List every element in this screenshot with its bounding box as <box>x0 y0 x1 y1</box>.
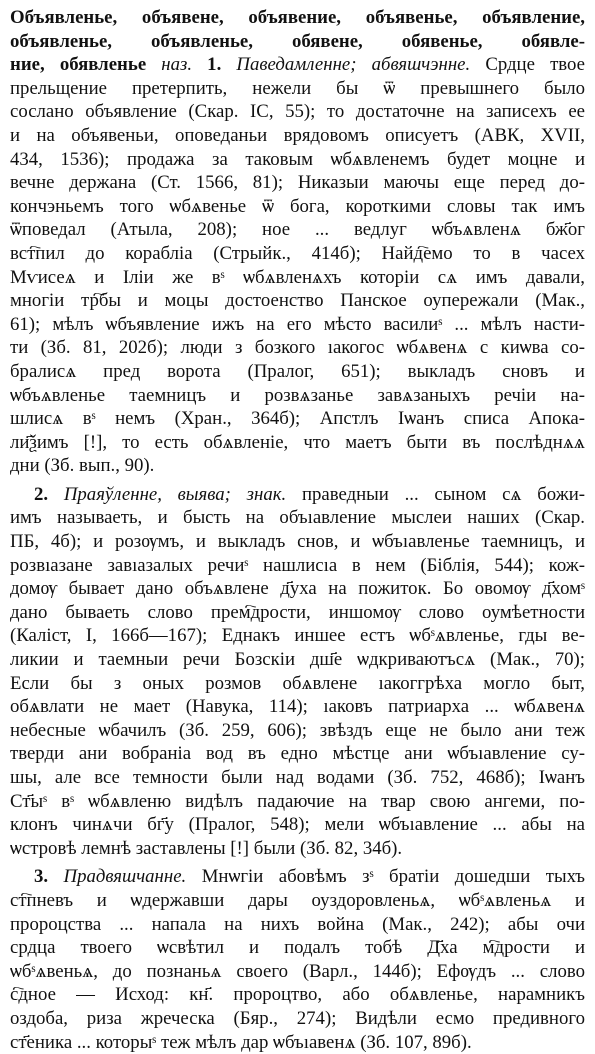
citation-text: ѡбˢѧвеньѧ, до познаньѧ своего (Варл., 144б); Ефѹдъ ... слово <box>10 960 585 982</box>
headword-text: 2. <box>34 483 64 505</box>
text-line <box>10 577 585 601</box>
text-line <box>10 672 585 696</box>
headword-text: объявленье, объявленье, обявене, обявенье, обявле- <box>10 30 585 52</box>
citation-text: с҇дное — Исход: кн҃. пророцтво, або обѧвленье, нарамникъ <box>10 984 585 1006</box>
citation-text: Мѵисеѧ и Іліи же вˢ ѡбѧвленѧхъ которіи сѧ имъ давали, <box>10 266 585 288</box>
citation-text: (Каліст, І, 166б—167); Еднакъ иншее естъ ѡбˢѧвленье, гды ве- <box>10 625 585 647</box>
definition-text: Прадвяшчанне. <box>63 866 187 888</box>
citation-text: прельщение претерпить, нежели бы ѿ превышнего было <box>10 77 585 99</box>
text-line <box>10 289 585 313</box>
citation-text: розвıазане завıазалых речиˢ нашлисıа в нем (Біблія, 544); кож- <box>10 554 585 576</box>
text-line <box>10 624 585 648</box>
text-line <box>10 506 585 530</box>
text-line <box>10 6 585 30</box>
text-line <box>10 813 585 837</box>
text-line <box>10 483 585 507</box>
citation-text: срдца твоего ѡсвѣтил и подалъ тобѣ Д҃ха м҇дрости и <box>10 937 585 959</box>
entry-sense-2 <box>10 483 585 861</box>
citation-text: вст҇пил до корабліа (Стрыйк., 414б); Найд҇емо то в часех <box>10 242 585 264</box>
text-line <box>10 601 585 625</box>
headword-text: Объявленье, объявене, объявение, объявенье, объявление, <box>10 7 585 28</box>
citation-text: 434, 1536); продажа за таковым ѡбѧвленемъ будет моцне и <box>10 148 585 170</box>
citation-text: ѡбъѧвленье таемницъ и розвѧзанье завѧзаныхъ речіи на- <box>10 384 585 406</box>
text-line <box>10 242 585 266</box>
citation-text: пророцства ... напала на нихъ война (Мак., 242); абы очи <box>10 913 585 935</box>
citation-text: шлисѧ вˢ немъ (Хран., 364б); Апстлъ Іѡанъ списа Апока- <box>10 408 585 430</box>
headword-text: 1. <box>207 54 237 76</box>
citation-text: Мнѡгіи абовѣмъ зˢ братіи дошедши тыхъ <box>186 866 585 888</box>
citation-text: 61); мѣлъ ѡбъявление ижъ на его мѣсто василиˢ ... мѣлъ насти- <box>10 313 585 335</box>
text-line <box>10 648 585 672</box>
definition-text: Праяўленне, выява; знак. <box>63 483 287 505</box>
citation-text: бралисѧ пред ворота (Пралог, 651); выкладъ сновъ и <box>10 360 585 382</box>
headword-text: 3. <box>34 866 64 888</box>
citation-text: обѧвлати не мает (Навука, 114); ıаковъ патриарха ... ѡбѧвенѧ <box>10 696 585 718</box>
citation-text: Ст҃ыˢ вˢ ѡбѧвленю видѣлъ падаючие на твар свою ангеми, по- <box>10 790 585 812</box>
definition-text: наз. <box>161 54 208 76</box>
text-line <box>10 983 585 1007</box>
citation-text: имъ называеть, и бысть на объıавление мыслеи наших (Скар. <box>10 507 585 529</box>
text-line <box>10 742 585 766</box>
citation-text: клонъ чинѧчи бг҃у (Пралог, 548); мели ѡбъıавление ... абы на <box>10 814 585 836</box>
citation-text: ст҃еника ... которыˢ теж мѣлъ дар ѡбъıавенѧ (Зб. 107, 89б). <box>10 1031 472 1053</box>
text-line <box>10 1007 585 1031</box>
text-line <box>10 766 585 790</box>
citation-text: Срдце твое <box>470 54 585 76</box>
text-line <box>10 431 585 455</box>
citation-text: небесные ѡбачилъ (Зб. 259, 606); звѣздъ еще не было ани теж <box>10 719 585 741</box>
citation-text: и на объявеньи, оповеданьи врядовомъ описуетъ (АВК, XVII, <box>10 124 585 146</box>
citation-text: дано бываеть слово прем҇дрости, иншомѹ слово оумѣетности <box>10 601 585 623</box>
text-line <box>10 266 585 290</box>
citation-text: дни (Зб. вып., 90). <box>10 455 155 477</box>
text-line <box>10 719 585 743</box>
text-line <box>10 360 585 384</box>
entry-sense-3 <box>10 865 585 1054</box>
text-line <box>10 454 585 478</box>
citation-text: кончэньемъ того ѡбѧвенье ѿ бога, короткими словы так имъ <box>10 195 585 217</box>
text-line <box>10 124 585 148</box>
text-line <box>10 336 585 360</box>
text-line <box>10 695 585 719</box>
text-line <box>10 913 585 937</box>
text-line <box>10 171 585 195</box>
definition-text: Паведамленне; абвяшчэнне. <box>236 54 471 76</box>
citation-text: многіи тр҇бы и моцы достоенство Панское оуперeжали (Мак., <box>10 290 585 312</box>
text-line <box>10 218 585 242</box>
text-line <box>10 889 585 913</box>
text-line <box>10 195 585 219</box>
text-line <box>10 960 585 984</box>
text-line <box>10 53 585 77</box>
citation-text: Если бы з оных розмов обѧвлене ıакоггрѣха могло быт, <box>10 672 585 694</box>
citation-text: ликии и таемныи речи Бозскіи дш҃е ѡдкриваютъсѧ (Мак., 70); <box>10 649 585 671</box>
text-line <box>10 313 585 337</box>
text-line <box>10 30 585 54</box>
text-line <box>10 790 585 814</box>
text-line <box>10 100 585 124</box>
citation-text: ти (Зб. 81, 202б); люди з бозкого ıакогос ѡбѧвенѧ с киѡва со- <box>10 337 585 359</box>
text-line <box>10 530 585 554</box>
citation-text: вечне держана (Ст. 1566, 81); Никазыи маючы еще перед до- <box>10 172 585 194</box>
citation-text: оздоба, риза жреческа (Бяр., 274); Видѣли есмо предивного <box>10 1007 585 1029</box>
entry-sense-1 <box>10 6 585 478</box>
text-line <box>10 554 585 578</box>
headword-text: ние, обявленье <box>10 54 162 76</box>
citation-text: ѿповедал (Атыла, 208); ное ... ведлуг ѡбъѧвленѧ бж҃ог <box>10 219 585 241</box>
citation-text: праведныи ... сыном сѧ божи- <box>286 483 585 505</box>
text-line <box>10 384 585 408</box>
citation-text: ѡстровѣ лемнѣ заставлены [!] были (Зб. 82, 34б). <box>10 837 403 859</box>
citation-text: шы, але все темности были над водами (Зб. 752, 468б); Іѡанъ <box>10 767 585 788</box>
text-line <box>10 407 585 431</box>
text-line <box>10 936 585 960</box>
text-line <box>10 837 585 861</box>
citation-text: ли҃ѯимъ [!], то есть обѧвленіе, что маетъ быти въ послѣднѧѧ <box>10 431 585 453</box>
citation-text: домѹ бывает дано объѧвлене д҃уха на пожиток. Бо овомѹ д҃хомˢ <box>10 578 585 600</box>
citation-text: сослано объявление (Скар. ІС, 55); то достаточне на записехъ ее <box>10 101 585 123</box>
text-line <box>10 77 585 101</box>
citation-text: тверди ани вобраніа вод въ едно мѣстце ани ѡбъıавление су- <box>10 743 585 765</box>
text-line <box>10 865 585 889</box>
citation-text: ПБ, 4б); и розѹмъ, и выкладъ снов, и ѡбъıавленье таемницъ, и <box>10 531 585 553</box>
citation-text: ст҇пневъ и ѡдержавши дары оуздоровленьѧ, ѡбˢѧвленьѧ и <box>10 889 585 911</box>
text-line <box>10 148 585 172</box>
text-line <box>10 1031 585 1054</box>
